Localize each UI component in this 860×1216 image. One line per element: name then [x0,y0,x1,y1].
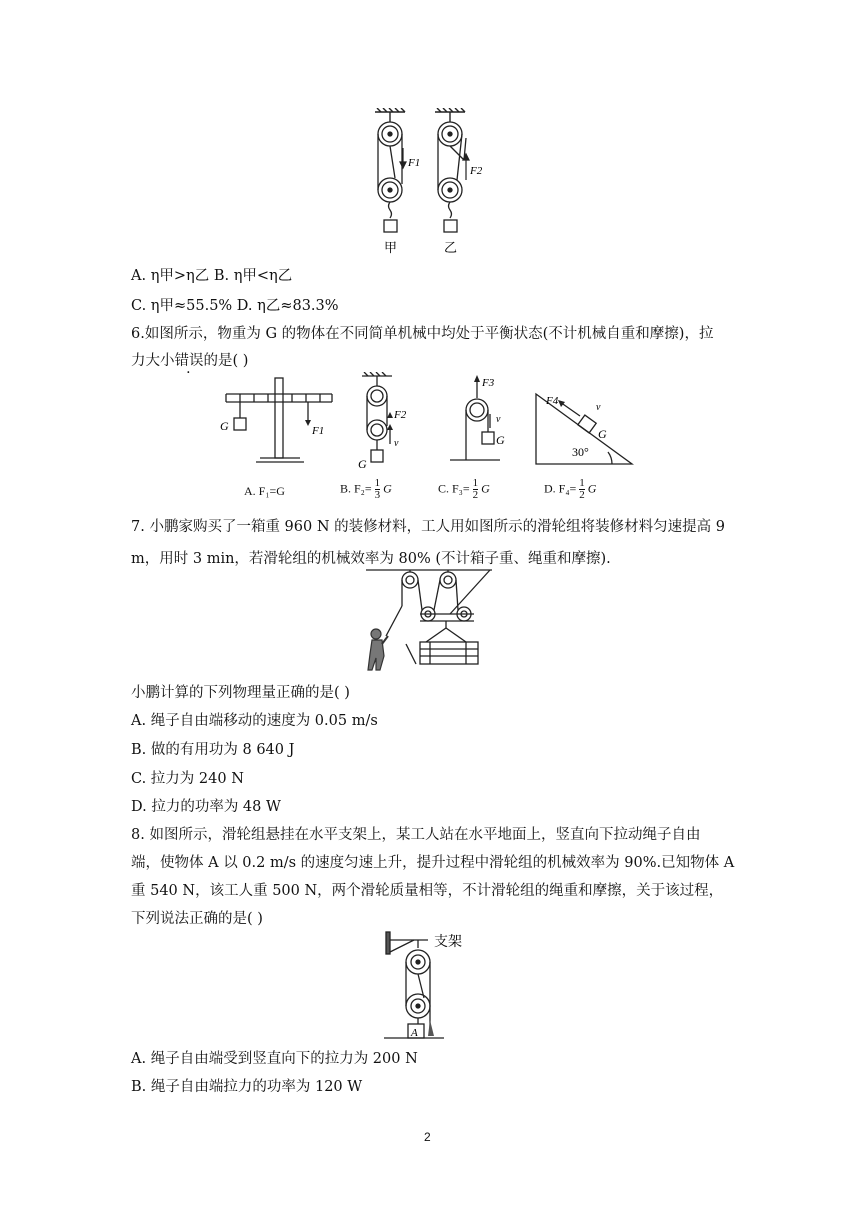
q6-f3-label: F3 [482,377,495,389]
yi-label: 乙 [444,240,458,255]
q6-f4-label: F4 [546,395,559,407]
q7-stem-line-1: 7. 小鹏家购买了一箱重 960 N 的装修材料，工人用如图所示的滑轮组将装修材料匀速提高 9 [131,519,725,535]
q6-figure [220,372,640,472]
q6-f1-label: F1 [312,425,325,437]
q8-option-b: B. 绳子自由端拉力的功率为 120 W [131,1079,363,1095]
q7-pulley-figure [366,566,496,674]
q8-stem-line-2: 端，使物体 A 以 0.2 m/s 的速度匀速上升，提升过程中滑轮组的机械效率为 90%.已知物体 A [131,855,735,871]
f1-label: F1 [408,157,421,169]
q6-stem-line-1: 6.如图所示，物重为 G 的物体在不同简单机械中均处于平衡状态(不计机械自重和摩擦)，拉 [131,326,714,342]
q6-f2-label: F2 [394,409,407,421]
q6-v-label-c: v [496,414,501,425]
q6-v-label-d: v [596,402,601,413]
q8-option-a: A. 绳子自由端受到竖直向下的拉力为 200 N [131,1051,418,1067]
q6-stem-line-2 [131,351,248,371]
q6-lever-g-label: G [220,419,229,433]
q8-stem-line-4: 下列说法正确的是( ) [131,911,263,927]
q8-stem-line-3: 重 540 N，该工人重 500 N，两个滑轮质量相等，不计滑轮组的绳重和摩擦，关于该过程， [131,883,724,899]
q5-options-ab: A. η甲>η乙 B. η甲<η乙 [131,268,293,284]
q7-stem-line-2: m，用时 3 min，若滑轮组的机械效率为 80% (不计箱子重、绳重和摩擦). [131,551,611,567]
q8-object-a-label: A [411,1027,418,1039]
q8-stem-line-1: 8. 如图所示，滑轮组悬挂在水平支架上，某工人站在水平地面上，竖直向下拉动绳子自由 [131,827,701,843]
q7-option-a: A. 绳子自由端移动的速度为 0.05 m/s [131,713,378,729]
q8-support-label: 支架 [434,935,462,950]
q6-v-label-b: v [394,438,399,449]
q6-stem-emphasis: 错误 [174,353,204,369]
q7-option-b: B. 做的有用功为 8 640 J [131,742,295,758]
q6-angle-label: 30° [572,445,589,459]
q8-pulley-figure [384,928,484,1044]
q6-caption-c: C. F₃= $\frac{1}{2}$ G [438,477,490,501]
q6-stem-part-a: 力大小 [131,353,175,369]
page-number: 2 [424,1130,431,1144]
q6-g-label-c: G [496,433,505,447]
q6-g-label-b: G [358,457,367,471]
q7-prompt: 小鹏计算的下列物理量正确的是( ) [131,685,350,701]
q6-g-label-d: G [598,427,607,441]
q6-caption-b: B. F₂= $\frac{1}{3}$ G [340,477,392,501]
pulley-pair-figure [360,108,500,258]
q7-option-d: D. 拉力的功率为 48 W [131,799,281,815]
q7-option-c: C. 拉力为 240 N [131,771,244,787]
f2-label: F2 [470,165,483,177]
q6-caption-a: A. F₁=G [244,484,285,498]
q6-stem-part-c: 的是( ) [203,353,249,369]
jia-label: 甲 [384,240,398,255]
q6-caption-d: D. F₄= $\frac{1}{2}$ G [544,477,597,501]
q5-options-cd: C. η甲≈55.5% D. η乙≈83.3% [131,298,339,314]
